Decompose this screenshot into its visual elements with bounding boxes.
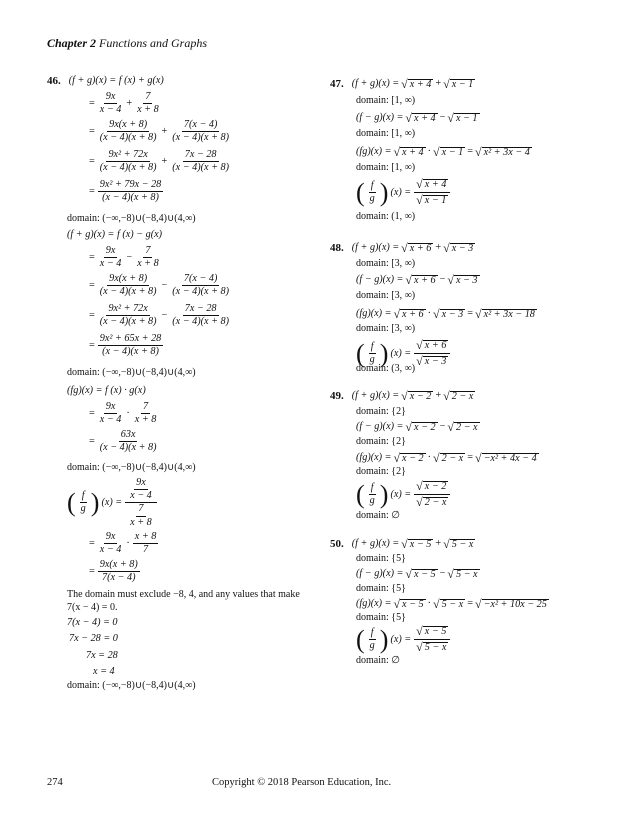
domain-product: domain: [1, ∞) — [356, 162, 416, 173]
domain-quotient: domain: (1, ∞) — [356, 211, 416, 222]
complex-fraction: $\frac{\frac{9x}{x - 4}}{\frac{7}{x + 8}}$ — [125, 478, 157, 528]
fraction: $\frac{7x - 28}{(x - 4)(x + 8)}$ — [172, 303, 229, 328]
fraction: $\frac{\text{9x² + 72x}}{(x - 4)(x + 8)}$ — [99, 149, 157, 174]
fraction: $\frac{9x}{x - 4}$ — [99, 245, 122, 270]
fraction: $\frac{\text{9x² + 65x + 28}}{(x - 4)(x + 8)}$ — [99, 333, 162, 358]
sum-definition: (f + g)(x) = f (x) + g(x) — [68, 75, 164, 87]
page-number: 274 — [47, 777, 63, 788]
domain-sum: domain: (−∞,−8)∪(−8,4)∪(4,∞) — [67, 213, 196, 224]
domain-sum: domain: [3, ∞) — [356, 258, 416, 269]
domain-product: domain: {5} — [356, 612, 406, 623]
domain-difference: domain: [1, ∞) — [356, 128, 416, 139]
fraction: $\frac{7}{x + 8}$ — [137, 91, 159, 116]
domain-product: domain: {2} — [356, 466, 406, 477]
chapter-title: Functions and Graphs — [99, 36, 208, 50]
equals: = — [89, 97, 95, 109]
fraction: $\frac{7}{x + 8}$ — [134, 401, 157, 426]
chapter-label: Chapter 2 — [47, 36, 97, 50]
fraction: $\frac{7(x - 4)}{(x - 4)(x + 8)}$ — [172, 273, 229, 298]
difference-definition: (f + g)(x) = f (x) − g(x) — [67, 229, 163, 240]
fraction: $\frac{9x(x + 8)}{(x - 4)(x + 8)}$ — [99, 119, 157, 144]
problem-number: 48. — [330, 241, 344, 254]
product-definition: (fg)(x) = f (x) · g(x) — [67, 385, 146, 396]
fraction: $\frac{63x}{(x - 4)(x + 8)}$ — [99, 429, 157, 454]
chapter-header — [47, 36, 207, 51]
problem-number: 49. — [330, 389, 344, 402]
fraction: $\frac{7x - 28}{(x - 4)(x + 8)}$ — [172, 149, 229, 174]
solve-step-1: 7(x − 4) = 0 — [67, 617, 118, 628]
domain-quotient: domain: (−∞,−8)∪(−8,4)∪(4,∞) — [67, 680, 196, 691]
fraction: $\frac{7(x - 4)}{(x - 4)(x + 8)}$ — [172, 119, 229, 144]
domain-note: The domain must exclude −8, 4, and any values that make 7(x − 4) = 0. — [67, 589, 300, 613]
fraction: $\frac{9x(x + 8)}{(x - 4)(x + 8)}$ — [99, 273, 157, 298]
domain-quotient: domain: ∅ — [356, 655, 400, 666]
solve-step-4: x = 4 — [93, 666, 115, 677]
domain-difference: domain: (−∞,−8)∪(−8,4)∪(4,∞) — [67, 367, 196, 378]
domain-product: domain: [3, ∞) — [356, 323, 416, 334]
domain-sum: domain: {5} — [356, 553, 406, 564]
domain-quotient: domain: ∅ — [356, 510, 400, 521]
domain-sum: domain: {2} — [356, 406, 406, 417]
fraction: $\frac{f}{g}$ — [80, 490, 86, 515]
fraction: $\frac{9x}{x - 4}$ — [99, 531, 122, 556]
fraction: $\frac{9x}{x - 4}$ — [99, 91, 122, 116]
fraction: $\frac{9x(x + 8)}{7(x - 4)}$ — [99, 559, 138, 584]
domain-difference: domain: [3, ∞) — [356, 290, 416, 301]
copyright: Copyright © 2018 Pearson Education, Inc. — [212, 777, 392, 788]
fraction: $\frac{\text{9x² + 79x − 28}}{(x - 4)(x + 8)}$ — [99, 179, 162, 204]
fraction: $\frac{\text{9x² + 72x}}{(x - 4)(x + 8)}$ — [99, 303, 157, 328]
domain-quotient: domain: (3, ∞) — [356, 363, 416, 374]
fraction: $\frac{9x}{x - 4}$ — [99, 401, 122, 426]
problem-number: 46. — [47, 75, 61, 87]
domain-difference: domain: {5} — [356, 583, 406, 594]
fraction: $\frac{x + 8}{7}$ — [134, 531, 157, 556]
solve-step-3: 7x = 28 — [86, 650, 118, 661]
domain-difference: domain: {2} — [356, 436, 406, 447]
fraction: $\frac{7}{x + 8}$ — [137, 245, 159, 270]
problem-number: 50. — [330, 537, 344, 550]
domain-sum: domain: [1, ∞) — [356, 95, 416, 106]
solve-step-2: 7x − 28 = 0 — [69, 633, 118, 644]
domain-product: domain: (−∞,−8)∪(−8,4)∪(4,∞) — [67, 462, 196, 473]
problem-number: 47. — [330, 77, 344, 90]
